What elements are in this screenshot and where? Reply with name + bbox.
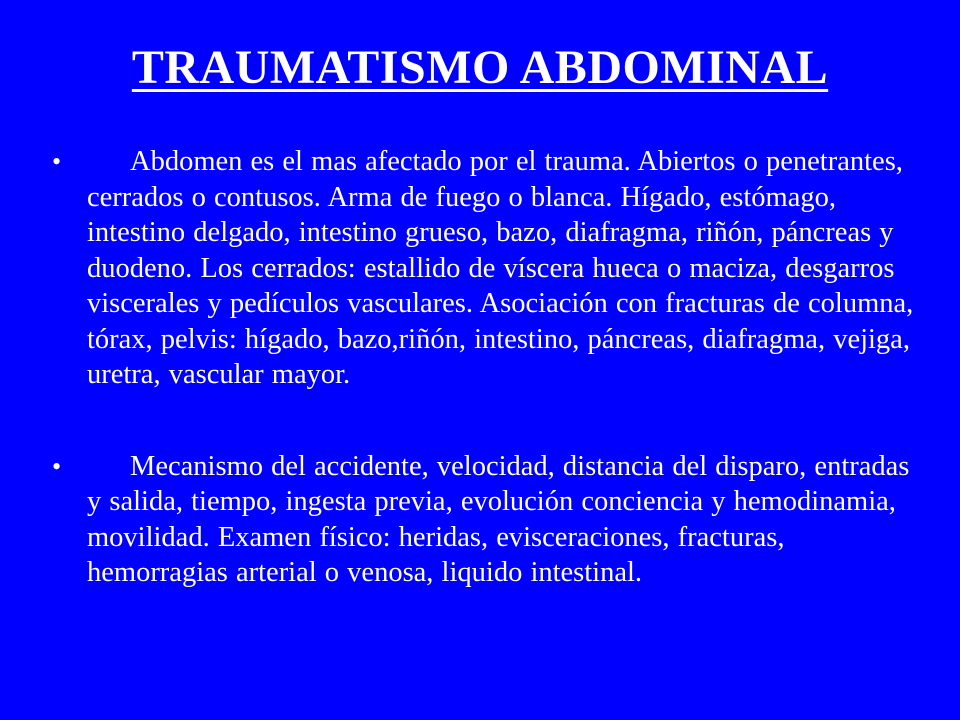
bullet-list (52, 144, 922, 591)
bullet-point-icon: • (52, 147, 62, 176)
bullet-text: Abdomen es el mas afectado por el trauma. Abiertos o penetrantes, cerrados o contusos. Arma de fuego o blanca. Hígado, estómago, intestino delgado, intestino grueso, bazo, diafragma, riñón, páncreas y duodeno. Los cerrados: estallido de víscera hueca o maciza, desgarros viscerales y pedículos vasculares. Asociación con fracturas de columna, tórax, pelvis: hígado, bazo,riñón, intestino, páncreas, diafragma, vejiga, uretra, vascular mayor. (87, 146, 914, 390)
slide-title: TRAUMATISMO ABDOMINAL (131, 41, 829, 94)
bullet-item-trauma-overview (52, 144, 922, 393)
bullet-item-mechanism (52, 449, 922, 591)
bullet-point-icon: • (52, 451, 62, 481)
bullet-text: Mecanismo del accidente, velocidad, distancia del disparo, entradas y salida, tiempo, ingesta previa, evolución conciencia y hemodinamia, movilidad. Examen físico: heridas, evisceraciones, fracturas, hemorragias arterial o venosa, liquido intestinal. (87, 450, 910, 588)
